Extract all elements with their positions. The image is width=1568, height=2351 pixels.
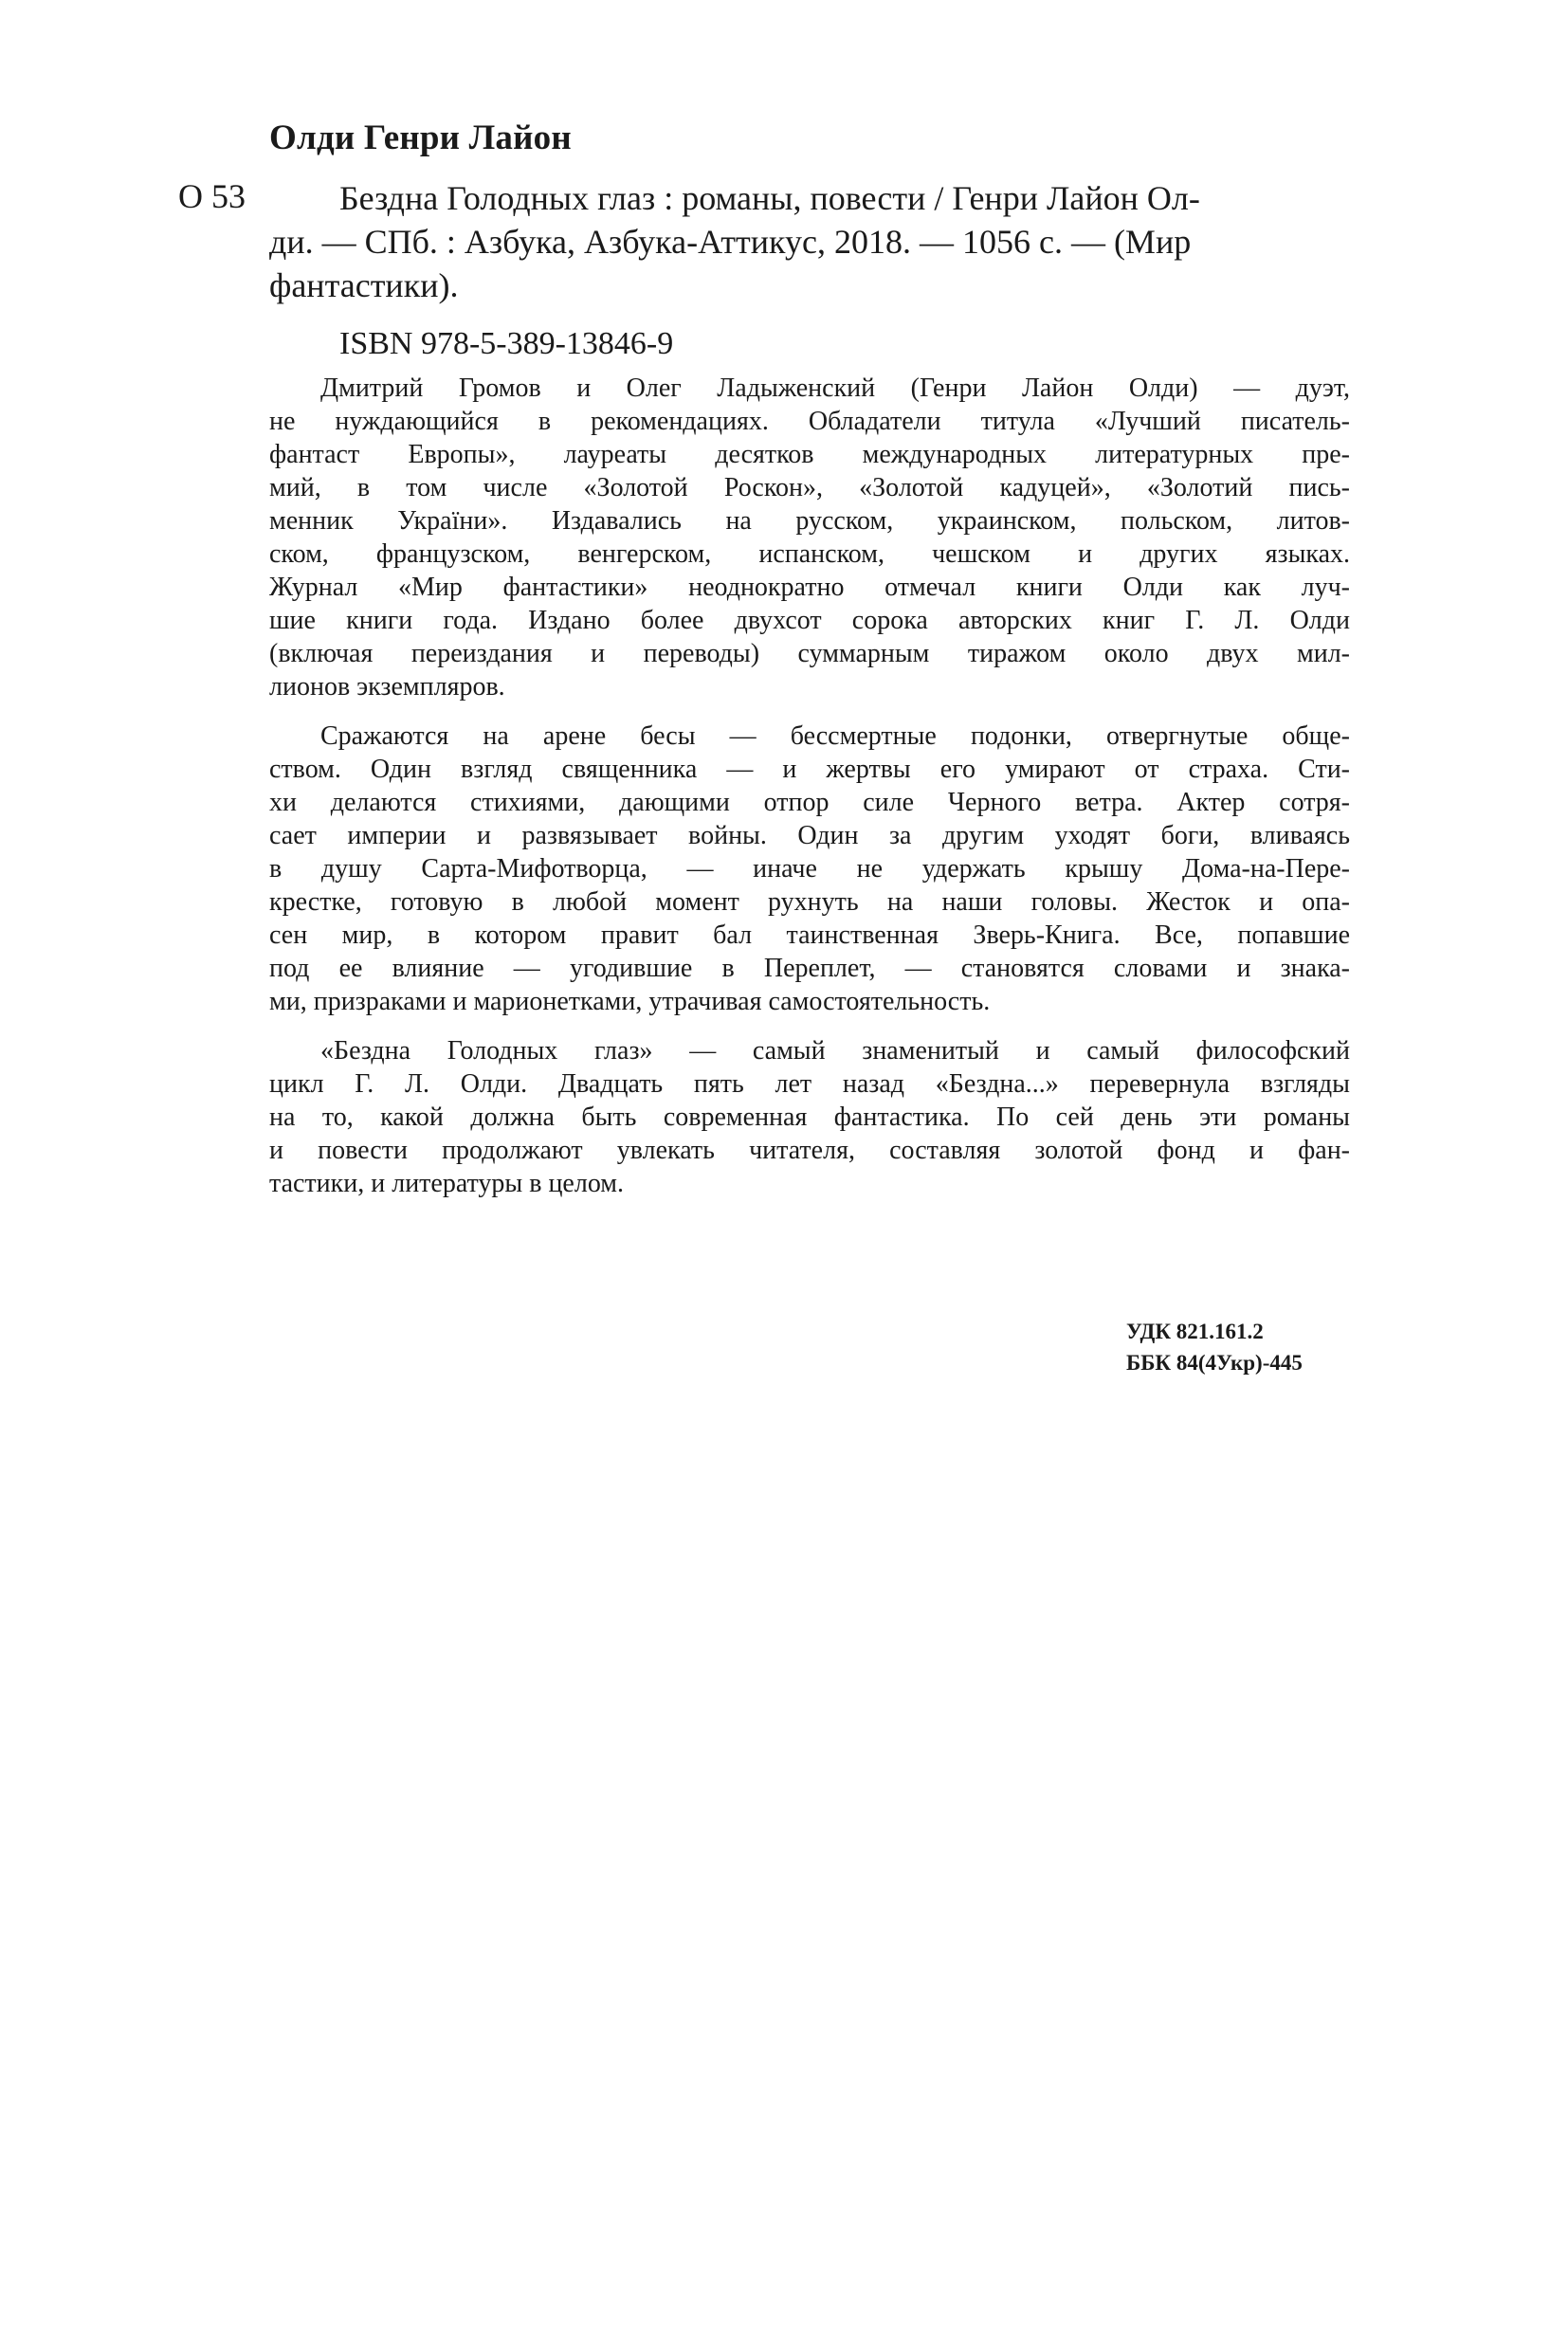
annotation-paragraph-2 — [269, 720, 1350, 1018]
index-code: О 53 — [178, 177, 246, 215]
isbn: ISBN 978-5-389-13846-9 — [339, 326, 674, 361]
text-line: сен мир, в котором правит бал таинственная Зверь-Книга. Все, попавшие — [269, 920, 1350, 950]
bib-line: ди. — СПб. : Азбука, Азбука-Аттикус, 2018. — 1056 с. — (Мир — [269, 223, 1192, 261]
text-line: хи делаются стихиями, дающими отпор силе Черного ветра. Актер сотря- — [269, 788, 1350, 817]
text-line: под ее влияние — угодившие в Переплет, — становятся словами и знака- — [269, 954, 1350, 983]
text-line: шие книги года. Издано более двухсот сорока авторских книг Г. Л. Олди — [269, 606, 1350, 635]
text-line: крестке, готовую в любой момент рухнуть на наши головы. Жесток и опа- — [269, 887, 1350, 917]
bibliographic-description — [269, 176, 1350, 307]
text-line: Дмитрий Громов и Олег Ладыженский (Генри Лайон Олди) — дуэт, — [320, 374, 1350, 403]
text-line: тастики, и литературы в целом. — [269, 1169, 625, 1198]
text-line: в душу Сарта-Мифотворца, — иначе не удержать крышу Дома-на-Пере- — [269, 854, 1350, 884]
author-heading: Олди Генри Лайон — [269, 118, 572, 157]
text-line: ми, призраками и марионетками, утрачивая самостоятельность. — [269, 987, 991, 1016]
text-line: ством. Один взгляд священника — и жертвы его умирают от страха. Сти- — [269, 755, 1350, 784]
annotation-paragraph-3 — [269, 1034, 1350, 1200]
text-line: сает империи и развязывает войны. Один за другим уходят боги, вливаясь — [269, 821, 1350, 850]
text-line: и повести продолжают увлекать читателя, составляя золотой фонд и фан- — [269, 1136, 1350, 1165]
text-line: Сражаются на арене бесы — бессмертные подонки, отвергнутые обще- — [320, 721, 1350, 751]
bbk-code: ББК 84(4Укр)-445 — [1126, 1351, 1303, 1375]
text-line: Журнал «Мир фантастики» неоднократно отмечал книги Олди как луч- — [269, 573, 1350, 602]
bib-line: Бездна Голодных глаз : романы, повести / Генри Лайон Ол- — [339, 179, 1200, 217]
text-line: цикл Г. Л. Олди. Двадцать пять лет назад «Бездна...» перевернула взгляды — [269, 1069, 1350, 1099]
text-line: менник України». Издавались на русском, украинском, польском, литов- — [269, 506, 1350, 536]
text-line: (включая переиздания и переводы) суммарным тиражом около двух мил- — [269, 639, 1350, 668]
text-line: ском, французском, венгерском, испанском, чешском и других языках. — [269, 539, 1350, 569]
classification-codes — [1126, 1316, 1303, 1378]
udk-code: УДК 821.161.2 — [1126, 1320, 1264, 1343]
text-line: на то, какой должна быть современная фантастика. По сей день эти романы — [269, 1103, 1350, 1132]
text-line: мий, в том числе «Золотой Роскон», «Золотой кадуцей», «Золотий пись- — [269, 473, 1350, 502]
annotation-paragraph-1 — [269, 372, 1350, 703]
text-line: «Бездна Голодных глаз» — самый знаменитый и самый философский — [320, 1036, 1350, 1066]
text-line: фантаст Европы», лауреаты десятков международных литературных пре- — [269, 440, 1350, 469]
text-line: не нуждающийся в рекомендациях. Обладатели титула «Лучший писатель- — [269, 407, 1350, 436]
bib-line: фантастики). — [269, 266, 459, 304]
text-line: лионов экземпляров. — [269, 672, 505, 702]
annotation — [269, 372, 1350, 1216]
